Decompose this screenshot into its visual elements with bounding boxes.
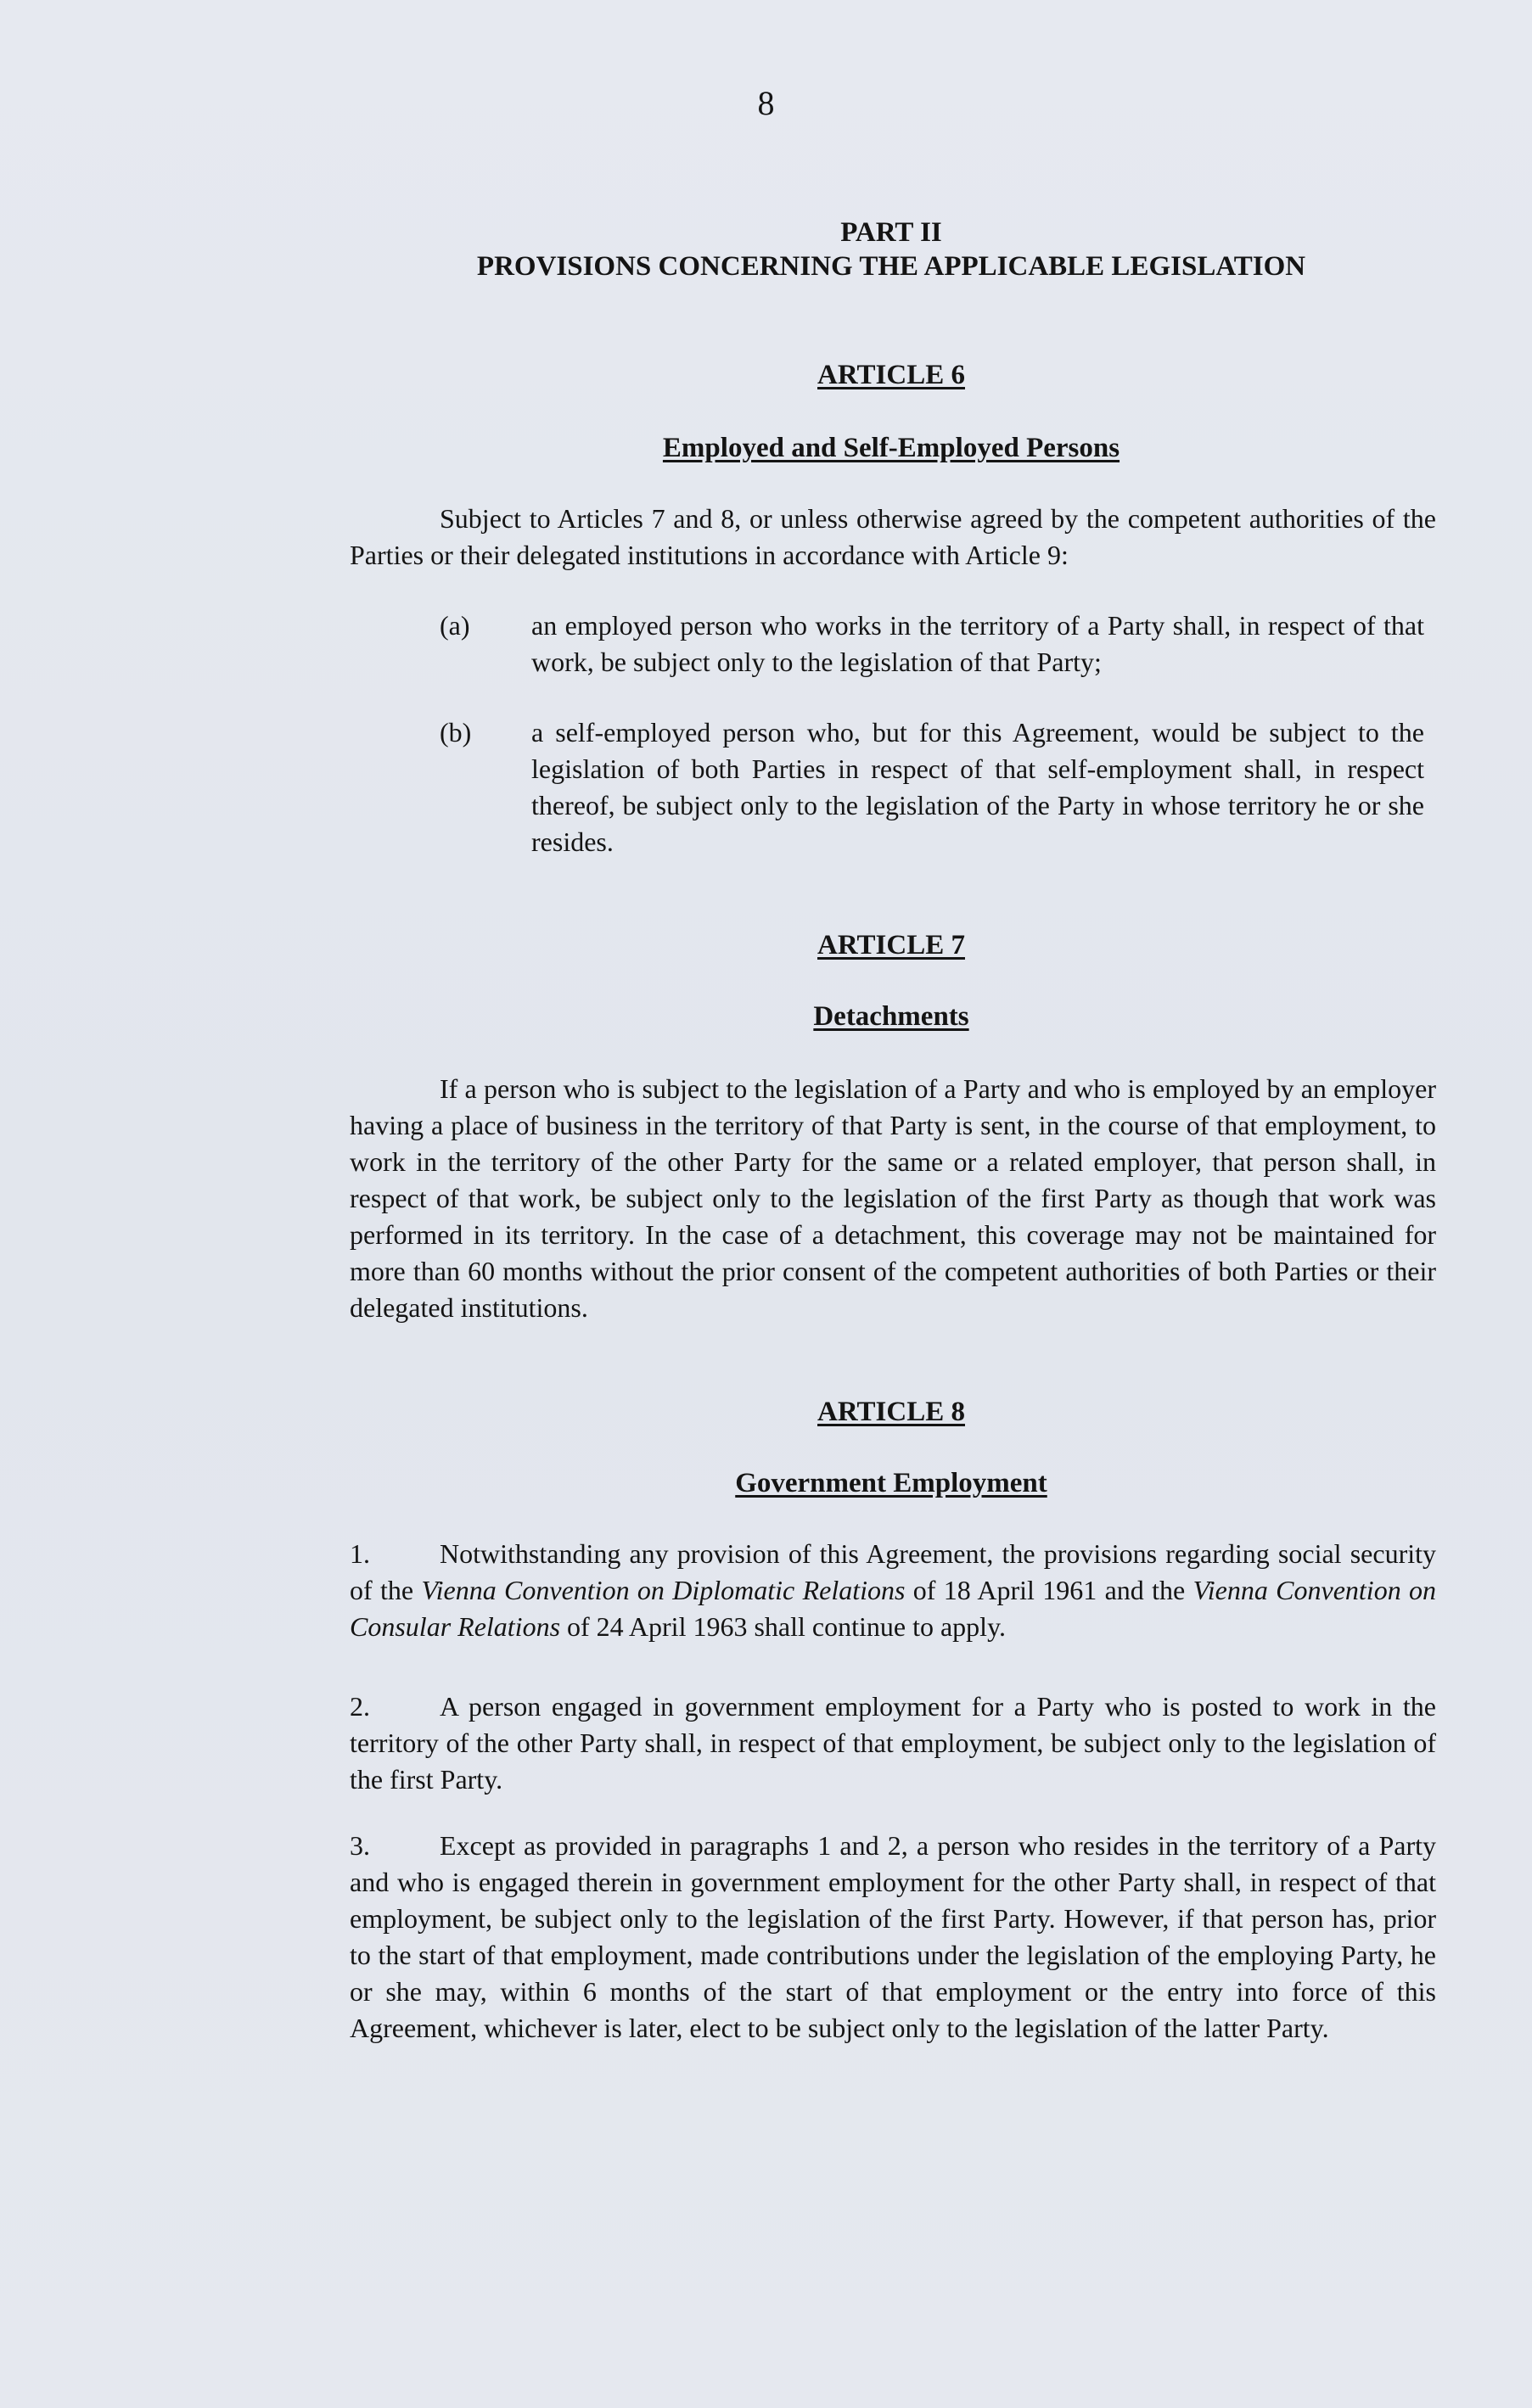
article-7-body-text: If a person who is subject to the legislation of a Party and who is employed by an employer having a place of business in the territory of that Party is sent, in the course of that employment, to work in the territory of the other Party for the same or a related employer, that person shall, in respect of that work, be subject only to the legislation of the first Party as though that work was performed in its territory. In the case of a detachment, this coverage may not be maintained for more than 60 months without the prior consent of the competent authorities of both Parties or their delegated institutions. (350, 1073, 1436, 1323)
article-7-body (350, 1071, 1436, 1326)
article-6-item-a (440, 608, 1424, 680)
paragraph-text: A person engaged in government employment for a Party who is posted to work in the territory of the other Party shall, in respect of that employment, be subject only to the legislation of the first Party. (350, 1691, 1436, 1795)
article-6-subheading: Employed and Self-Employed Persons (662, 433, 1120, 463)
article-8-subheading: Government Employment (735, 1468, 1047, 1498)
part-title: PART II (840, 217, 942, 248)
item-text: an employed person who works in the territory of a Party shall, in respect of that work, be subject only to the legislation of that Party; (531, 610, 1424, 677)
paragraph-text: Except as provided in paragraphs 1 and 2, a person who resides in the territory of a Party and who is engaged therein in government employment for the other Party shall, in respect of that employment, be subject only to the legislation of the first Party. However, if that person has, prior to the start of that employment, made contributions under the legislation of the employing Party, he or she may, within 6 months of the start of that employment or the entry into force of this Agreement, whichever is later, elect to be subject only to the legislation of the latter Party. (350, 1830, 1436, 2043)
paragraph-text: of 24 April 1963 shall continue to apply. (560, 1611, 1006, 1642)
article-7-heading: ARTICLE 7 (817, 930, 965, 960)
article-8-heading: ARTICLE 8 (817, 1397, 965, 1427)
treaty-title-consular: Vienna Convention on Consular Relations (350, 1575, 1437, 1642)
article-6-heading: ARTICLE 6 (817, 360, 965, 390)
article-6-item-b (440, 714, 1424, 860)
article-8-paragraph-1 (350, 1536, 1436, 1645)
page-number: 8 (757, 84, 775, 122)
treaty-title-diplomatic: Vienna Convention on Diplomatic Relations (421, 1575, 906, 1605)
article-8-paragraph-2 (350, 1688, 1436, 1798)
item-text: a self-employed person who, but for this Agreement, would be subject to the legislation of both Parties in respect of that self-employment shall, in respect thereof, be subject only to the legislation of the Party in whose territory he or she resides. (531, 717, 1424, 857)
article-6-intro (350, 501, 1436, 574)
paragraph-number: 1. (350, 1538, 370, 1569)
article-8-paragraph-3 (350, 1828, 1436, 2047)
item-label: (a) (440, 610, 470, 641)
part-subtitle: PROVISIONS CONCERNING THE APPLICABLE LEGISLATION (476, 251, 1306, 282)
article-6-intro-text: Subject to Articles 7 and 8, or unless otherwise agreed by the competent authorities of the Parties or their delegated institutions in accordance with Article 9: (350, 503, 1436, 570)
paragraph-text: Notwithstanding any provision of this Agreement, the provisions regarding social security of the (350, 1538, 1436, 1605)
item-label: (b) (440, 717, 472, 748)
paragraph-number: 2. (350, 1691, 370, 1722)
paragraph-number: 3. (350, 1830, 370, 1861)
paragraph-text: of 18 April 1961 and the (905, 1575, 1193, 1605)
article-7-subheading: Detachments (813, 1001, 969, 1032)
